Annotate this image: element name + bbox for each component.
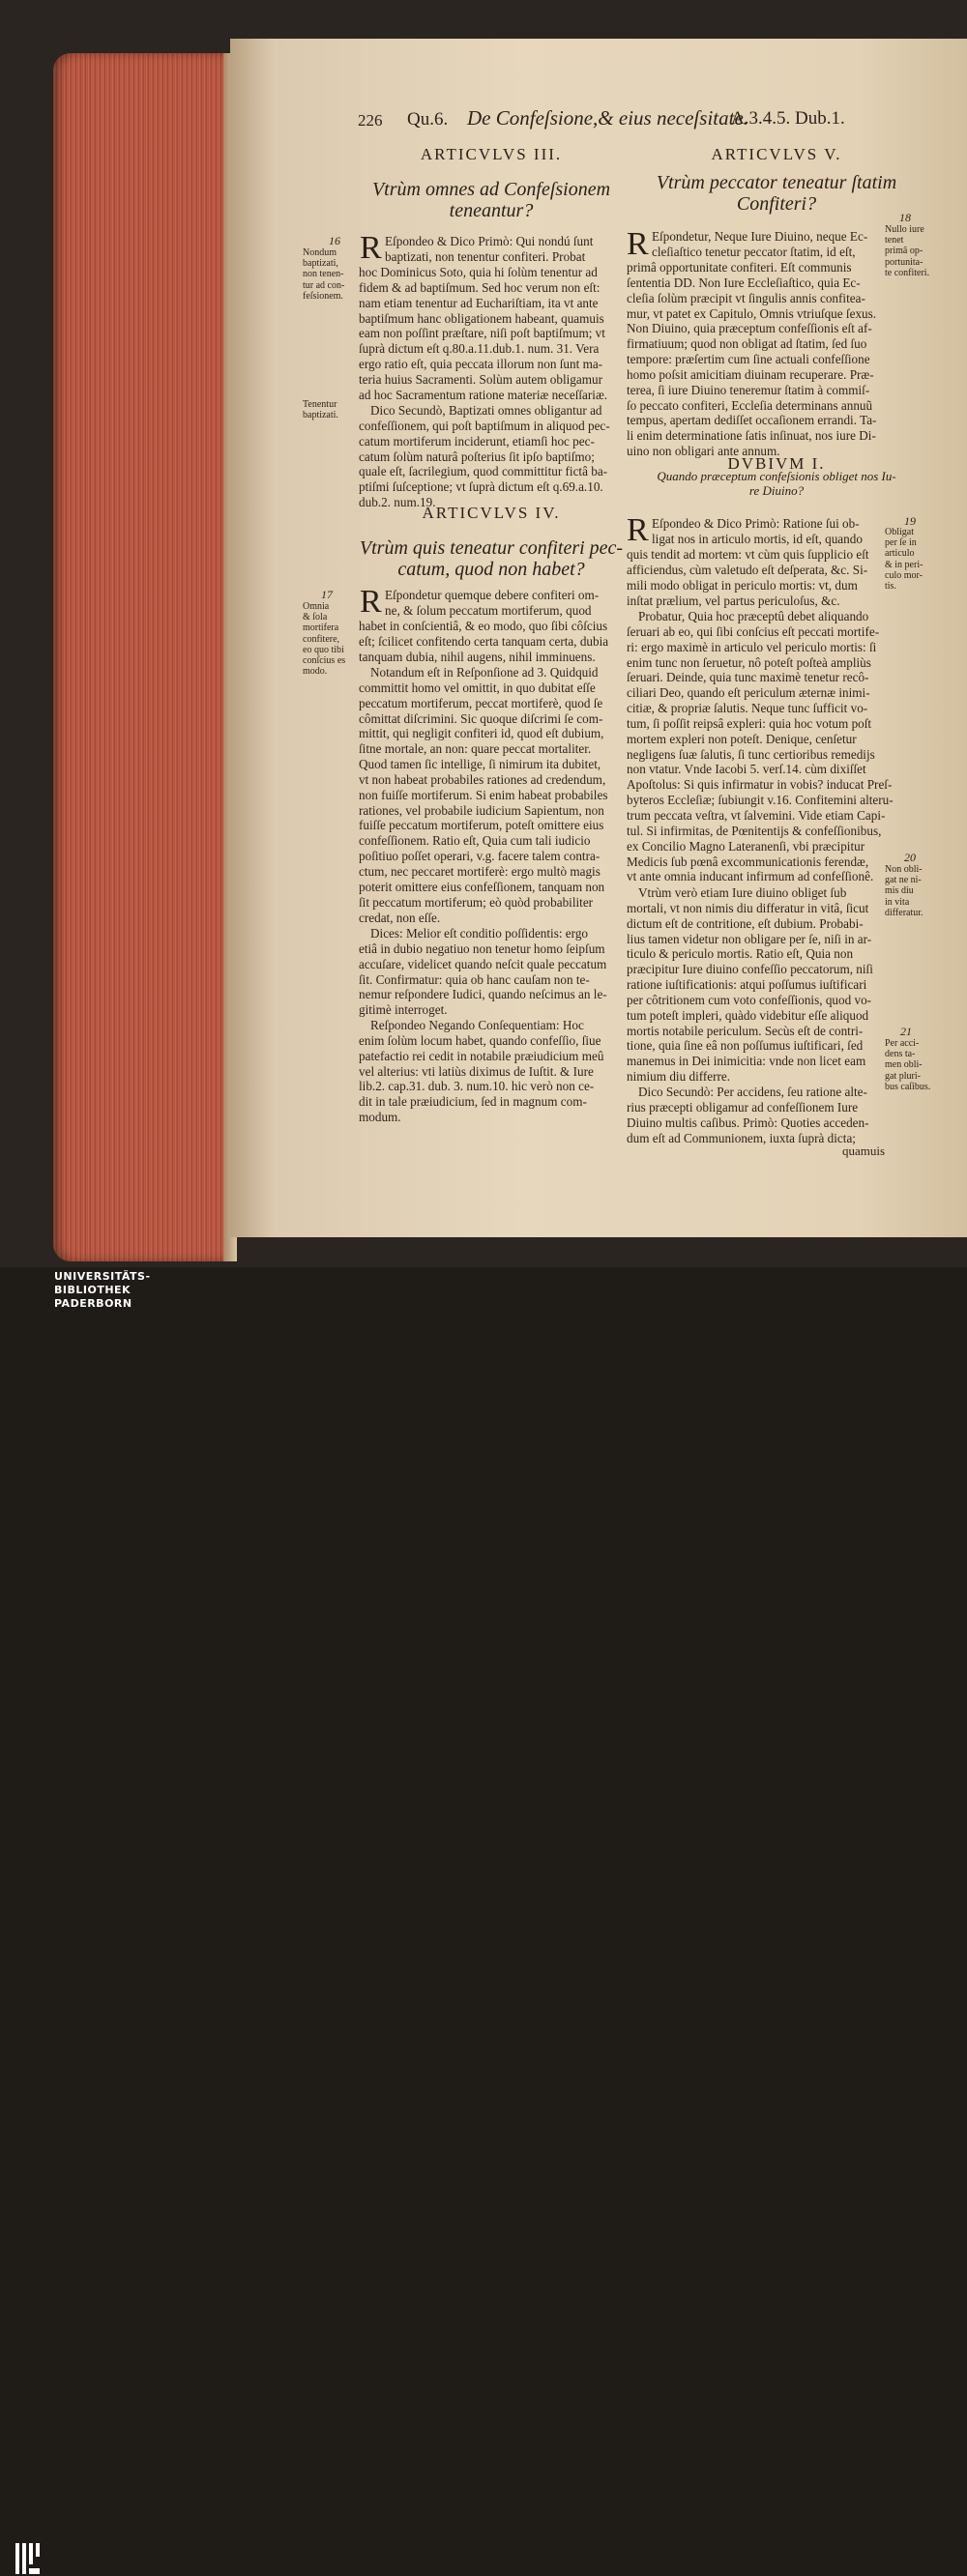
article-4-question: Vtrùm quis teneatur confiteri pec- catum, quod non habet?	[359, 537, 624, 580]
article-3-para-1: hoc Dominicus Soto, quia hi ſolùm tenentur ad fidem & ad baptiſmum. Sed hoc verum non eſt: nam etiam tenentur ad Euchariſtiam, ita vt ante baptiſmum hanc obligationem habeant, quamuis eam non poſſint præſtare, niſi poſt baptiſmum; vt ſuprà dictum eſt q.80.a.11.dub.1. num. 31. Vera ergo ratio eſt, quia peccata illorum non ſunt ma- teria huius Sacramenti. Solùm autem obligamur ad hoc Sacramentum ratione materiæ neceſſariæ.	[359, 265, 608, 402]
drop-initial: R	[360, 584, 382, 620]
drop-initial: R	[360, 230, 382, 266]
library-name-line-3: PADERBORN	[54, 1297, 132, 1310]
article-4-para-4: Reſpondeo Negando Conſequentiam: Hoc enim ſolùm locum habet, quando confeſſio, ſiue patefactio rei cedit in notabile præiudicium meû vel alterius: vti latiùs diximus de Iuſtit. & Iure lib.2. cap.31. dub. 3. num.10. hic verò non ce- dit in tale præiudicium, ſed in magnum com- modum.	[359, 1018, 604, 1125]
scan-background	[0, 0, 967, 1267]
library-name-line-1: UNIVERSITÄTS-	[54, 1270, 151, 1283]
article-4-para-1: habet in conſcientiâ, & eo modo, quo ſibi côſcius eſt; ſcilicet confitendo certa tanquam certa, dubia tanquam dubia, nihil augens, nihil imminuens.	[359, 619, 609, 664]
header-title: De Confeſsione,& eius neceſsitate.	[467, 106, 749, 130]
margin-note-tenentur-baptizati: Tenentur baptizati.	[303, 399, 338, 421]
article-3-para-2: Dico Secundò, Baptizati omnes obligantur ad confeſſionem, qui poſt baptiſmum in aliquod pec- catum mortiferum inciderunt, etiamſi hoc pec- catum ſolùm naturâ poſterius ſit ipſo baptiſmo; quale eſt, ſacrilegium, quod committitur fictâ ba- ptiſmi ſuſceptione; vt ſuprà dictum eſt q.69.a.10. dub.2. num.19.	[359, 403, 610, 510]
article-5-para-1: primâ opportunitate confiteri. Eſt communis ſententia DD. Non Iure Eccleſiaſtico, quia Ec- cleſia ſolùm præcipit vt ſingulis annis confitea- mur, vt patet ex Capitulo, Omnis vtriuſque ſexus. Non Diuino, quia præceptum confeſſionis eſt af- firmatiuum; quod non obligat ad ſtatim, ſed ſuo tempore: præſertim cum ſine actuali confeſſione homo poſsit amicitiam diuinam recuperare. Præ- terea, ſi iure Diuino teneremur ſtatim à commiſ- ſo peccato confiteri, Eccleſia determinans annuũ tempus, apertam dediſſet occaſionem errandi. Ta- li enim determinatione ſatis inſinuat, nos iure Di- uino non obligari ante annum.	[627, 260, 877, 459]
dubium-1-para-3: Vtrùm verò etiam Iure diuino obliget ſub mortali, vt non nimis diu differatur in vitâ, ſicut dictum eſt de contritione, eſt dubium. Probabi- lius tamen videtur non obligare per ſe, niſi in ar- ticulo & periculo mortis. Ratio eſt, Quia non præcipitur Iure diuino confeſſio peccatorum, niſi ratione iuſtificationis: atqui poſſumus iuſtificari per côtritionem cum voto confeſſionis, quod vo- tum poteſt impleri, quàdo videbitur eſſe aliquod mortis notabile periculum. Secùs eſt de contri- tione, quia ſine eâ non poſſumus iuſtificari, ſed manemus in Dei inimicitia: vnde non licet eam nimium diu differre.	[627, 885, 873, 1085]
margin-note-per-accidens: Per acci- dens ta- men obli- gat pluri- bus caſibus.	[885, 1038, 931, 1092]
header-reference: A.3.4.5. Dub.1.	[731, 108, 845, 129]
margin-number-16: 16	[329, 234, 340, 247]
book-page	[230, 39, 967, 1237]
article-3-heading: ARTICVLVS III.	[420, 145, 563, 163]
article-4-para-1-opening: Eſpondetur quemque debere confiteri om- ne, & ſolum peccatum mortiferum, quod	[385, 588, 600, 618]
margin-number-19: 19	[904, 514, 916, 528]
dubium-1-para-2: Probatur, Quia hoc præceptû debet aliquando ſeruari ab eo, qui ſibi conſcius eſt peccati mortife- ri: ergo maximè in articulo vel periculo mortis: ſi enim tunc non ſeruetur, nô poteſt poſteà ampliùs ſeruari. Deinde, quia tunc maximè tenetur recô- ciliari Deo, quando eſt periculum æternæ inimi- citiæ, & propriæ ſalutis. Neque tunc ſufficit vo- tum, ſi poſſit reipsâ expleri: quia hoc votum poſt mortem expleri non poteſt. Denique, cenſetur negligens ſuæ ſalutis, ſi tunc certioribus remedijs non vtatur. Vnde Iacobi 5. verſ.14. cùm dixiſſet Apoſtolus: Si quis infirmatur in vobis? inducat Preſ- byteros Eccleſiæ; ſubiungit v.16. Confitemini alteru- trum peccata veſtra, vt ſalvemini. Vide etiam Capi- tul. Si infirmitas, de Pœnitentijs & confeſſionibus, ex Concilio Magno Lateranenſi, vbi præcipitur Medicis ſub pœnâ excommunicationis ferendæ, vt ante omnia inducant infirmum ad confeſſionê.	[627, 609, 894, 884]
library-footer	[0, 1267, 967, 1316]
drop-initial: R	[627, 226, 649, 262]
library-logo-icon	[14, 2541, 43, 2576]
article-5-para-1-opening: Eſpondetur, Neque Iure Diuino, neque Ec- cleſiaſtico tenetur peccator ſtatim, id eſt,	[652, 229, 868, 259]
margin-note-nondum-baptizati: Nondum baptizati, non tenen- tur ad con- feſsionem.	[303, 247, 345, 302]
article-4-heading: ARTICVLVS IV.	[422, 504, 561, 522]
article-4-para-3: Dices: Melior eſt conditio poſſidentis: ergo etiâ in dubio negatiuo non tenetur homo ſeipſum accuſare, videlicet quando neſcit quale peccatum ſit. Confirmatur: quia ob hanc cauſam non te- nemur reſpondere Iudici, quando neſcimus an le- gitimè interroget.	[359, 926, 607, 1018]
margin-note-omnia-mortifera: Omnia & ſola mortifera confitere, eo quo tibi conſcius es modo.	[303, 601, 346, 678]
margin-note-nullo-iure: Nullo iure tenet primâ op- portunita- te confiteri.	[885, 224, 930, 278]
header-question: Qu.6.	[407, 109, 449, 130]
article-3-question: Vtrùm omnes ad Confeſsionem teneantur?	[371, 179, 611, 221]
margin-number-20: 20	[904, 851, 916, 864]
article-3-para-1-opening: Eſpondeo & Dico Primò: Qui nondú ſunt baptizati, non tenentur confiteri. Probat	[385, 234, 594, 264]
article-5-question: Vtrùm peccator teneatur ſtatim Confiteri?	[656, 172, 897, 215]
margin-number-17: 17	[321, 588, 333, 601]
margin-number-18: 18	[899, 211, 911, 224]
margin-note-non-obligat: Non obli- gat ne ni- mis diu in vita differatur.	[885, 864, 923, 918]
catchword: quamuis	[842, 1143, 886, 1158]
dubium-1-para-4: Dico Secundò: Per accidens, ſeu ratione alte- rius præcepti obligamur ad confeſſionem Iure Diuino multis caſibus. Primò: Quoties acceden- dum eſt ad Communionem, iuxta ſuprà dicta;	[627, 1085, 869, 1145]
drop-initial: R	[627, 512, 649, 548]
page-number: 226	[358, 111, 383, 130]
library-name-line-2: BIBLIOTHEK	[54, 1284, 132, 1296]
dubium-1-para-1-opening: Eſpondeo & Dico Primò: Ratione ſui ob- ligat nos in articulo mortis, id eſt, quando	[652, 516, 863, 546]
dubium-1-para-1: quis tendit ad mortem: vt cùm quis ſupplicio eſt afficiendus, cùm valetudo eſt deſperata, &c. Si- mili modo obligat in periculo mortis: vt, dum inſtat prælium, vel partus periculoſus, &c.	[627, 547, 869, 608]
book-fore-edge	[53, 53, 237, 1261]
dubium-1-question: Quando præceptum confeſsionis obliget nos Iu- re Diuino?	[657, 469, 896, 498]
article-5-heading: ARTICVLVS V.	[711, 145, 842, 163]
margin-note-obligat-per-se: Obligat per ſe in articulo & in peri- culo mor- tis.	[885, 527, 923, 593]
margin-number-21: 21	[900, 1025, 912, 1038]
article-4-para-2: Notandum eſt in Reſponſione ad 3. Quidquid committit homo vel omittit, in quo dubitat eſſe peccatum mortiferum, peccat mortiferè, quod ſe cômittat diſcrimini. Sic quoque diſcrimi ſe com- mittit, qui negligit confiteri id, quod eſt dubium, ſitne mortale, an non: quare peccat mortaliter. Quod tamen ſic intellige, ſi nimirum ita dubitet, vt non habeat probabiles rationes ad credendum, non fuiſſe mortiferum. Si enim habeat probabiles rationes, vel probabile iudicium Sapientum, non fuiſſe peccatum mortiferum, poteſt omittere eius confeſſionem. Ratio eſt, Quia cum tali iudicio poſitiuo poſſet operari, v.g. facere talem contra- ctum, nec peccaret mortiferè: ergo multò magis poterit omittere eius confeſſionem, tanquam non ſit peccatum mortiferum; eò quòd probabiliter credat, non eſſe.	[359, 665, 608, 925]
dubium-1-heading: DVBIVM I.	[727, 454, 826, 473]
